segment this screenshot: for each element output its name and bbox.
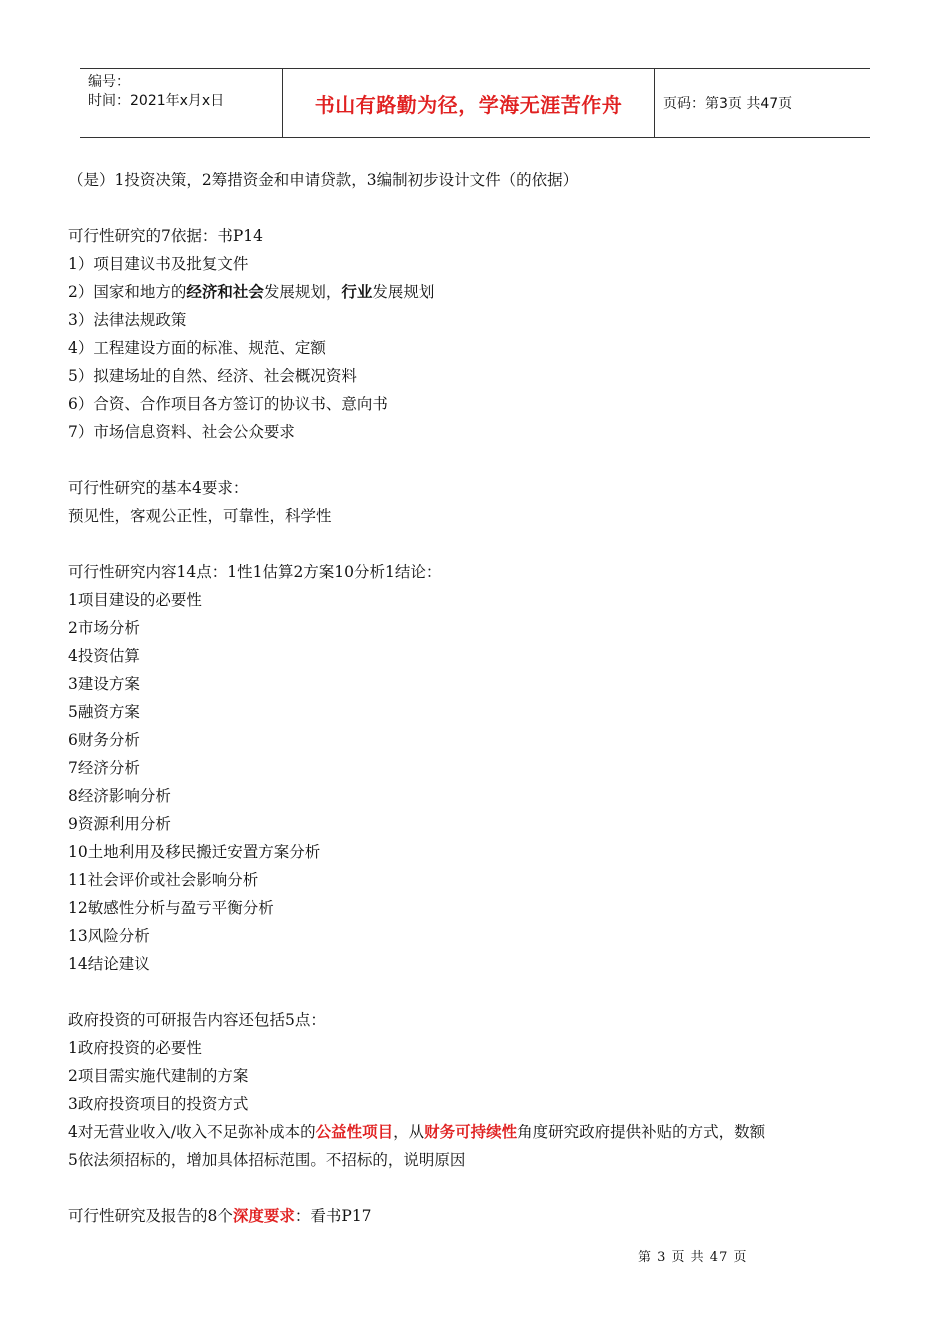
number-label: 编号： <box>88 74 130 90</box>
basis-item: 6）合资、合作项目各方签订的协议书、意向书 <box>68 395 388 413</box>
basis-item: 7）市场信息资料、社会公众要求 <box>68 423 295 441</box>
contents-item: 10土地利用及移民搬迁安置方案分析 <box>68 843 321 861</box>
government-item: 5依法须招标的，增加具体招标范围。不招标的，说明原因 <box>68 1151 466 1169</box>
government-item: 2项目需实施代建制的方案 <box>68 1067 249 1085</box>
government-item: 3政府投资项目的投资方式 <box>68 1095 249 1113</box>
intro-text: （是）1投资决策，2筹措资金和申请贷款，3编制初步设计文件（的依据） <box>68 171 579 189</box>
header-meta <box>80 69 282 137</box>
motto: 书山有路勤为径，学海无涯苦作舟 <box>314 92 623 117</box>
government-heading: 政府投资的可研报告内容还包括5点： <box>68 1011 326 1029</box>
page-info: 页码：第3页 共47页 <box>663 96 793 112</box>
basis-item: 4）工程建设方面的标准、规范、定额 <box>68 339 326 357</box>
contents-item: 1项目建设的必要性 <box>68 591 202 609</box>
basis-item: 2）国家和地方的经济和社会发展规划，行业发展规划 <box>68 283 435 301</box>
government-item: 4对无营业收入/收入不足弥补成本的公益性项目，从财务可持续性角度研究政府提供补贴的方式，数额 <box>68 1123 766 1141</box>
contents-item: 5融资方案 <box>68 703 140 721</box>
contents-item: 12敏感性分析与盈亏平衡分析 <box>68 899 274 917</box>
document-body <box>68 166 888 1230</box>
contents-item: 6财务分析 <box>68 731 140 749</box>
time-label: 时间：2021年x月x日 <box>88 93 225 109</box>
contents-item: 2市场分析 <box>68 619 140 637</box>
government-item: 1政府投资的必要性 <box>68 1039 202 1057</box>
basis-item: 1）项目建议书及批复文件 <box>68 255 249 273</box>
contents-item: 4投资估算 <box>68 647 140 665</box>
basis-heading: 可行性研究的7依据：书P14 <box>68 227 264 245</box>
contents-item: 3建设方案 <box>68 675 140 693</box>
contents-item: 7经济分析 <box>68 759 140 777</box>
contents-item: 8经济影响分析 <box>68 787 171 805</box>
header-motto-cell <box>282 69 655 137</box>
header-page-info <box>655 69 870 137</box>
depth-requirement: 可行性研究及报告的8个深度要求：看书P17 <box>68 1207 372 1225</box>
basis-item: 5）拟建场址的自然、经济、社会概况资料 <box>68 367 357 385</box>
basis-item: 3）法律法规政策 <box>68 311 187 329</box>
contents-item: 14结论建议 <box>68 955 150 973</box>
contents-item: 11社会评价或社会影响分析 <box>68 871 259 889</box>
contents-item: 9资源利用分析 <box>68 815 171 833</box>
contents-item: 13风险分析 <box>68 927 150 945</box>
requirements-heading: 可行性研究的基本4要求： <box>68 479 249 497</box>
contents-heading: 可行性研究内容14点：1性1估算2方案10分析1结论： <box>68 563 442 581</box>
requirements-text: 预见性，客观公正性，可靠性，科学性 <box>68 507 332 525</box>
page-footer: 第 3 页 共 47 页 <box>638 1250 748 1265</box>
page-header <box>80 68 870 138</box>
